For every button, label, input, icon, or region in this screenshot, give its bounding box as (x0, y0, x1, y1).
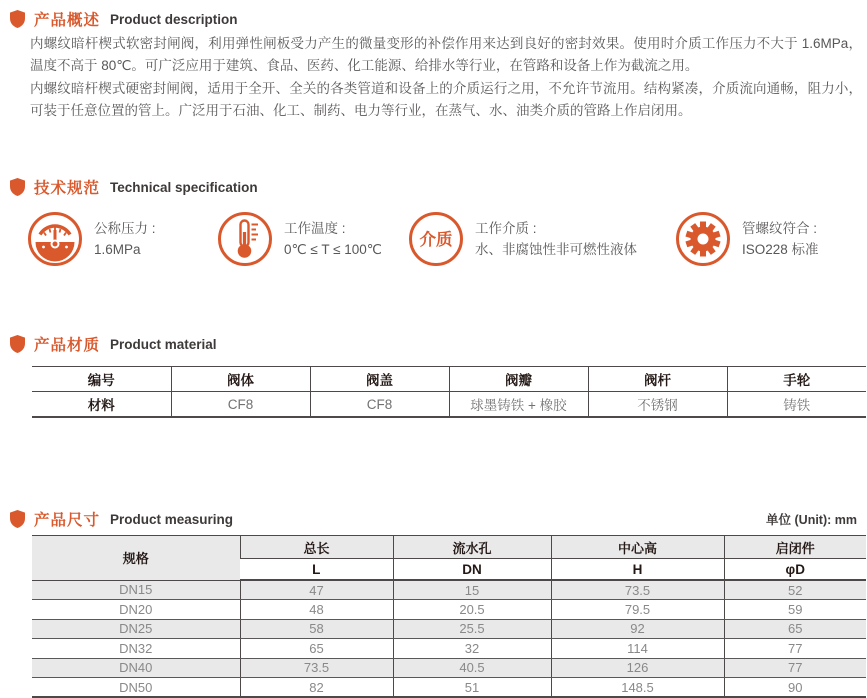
measuring-sub-header: DN (393, 559, 551, 581)
spec-cell: DN32 (32, 639, 240, 658)
measuring-title-cn: 产品尺寸 (34, 512, 101, 529)
measuring-sub-header: H (551, 559, 724, 581)
measuring-table (32, 535, 866, 698)
value-cell: 20.5 (393, 600, 551, 619)
material-header-cell: 阀杆 (588, 367, 727, 392)
value-cell: 77 (724, 639, 866, 658)
overview-body (30, 33, 862, 123)
measuring-group-header: 流水孔 (393, 536, 551, 559)
spec-label: 工作温度 : (284, 221, 346, 236)
overview-title-en: Product description (110, 11, 238, 27)
material-section-header (10, 333, 217, 355)
table-row (32, 619, 866, 638)
spec-value: 水、非腐蚀性非可燃性液体 (475, 242, 637, 257)
value-cell: 32 (393, 639, 551, 658)
spec-cell: DN50 (32, 677, 240, 697)
material-value-cell: 不锈钢 (588, 392, 727, 418)
value-cell: 65 (240, 639, 393, 658)
spec-item-pressure (27, 211, 217, 267)
spec-cell: DN40 (32, 658, 240, 677)
shield-icon (10, 510, 25, 528)
measuring-header-row-1 (32, 536, 866, 559)
shield-icon (10, 10, 25, 28)
spec-value: 1.6MPa (94, 242, 141, 257)
material-table (32, 366, 866, 418)
spec-section-header (10, 176, 258, 198)
value-cell: 79.5 (551, 600, 724, 619)
measuring-group-header: 中心高 (551, 536, 724, 559)
table-row (32, 639, 866, 658)
shield-icon (10, 178, 25, 196)
material-row-label: 材料 (32, 392, 171, 418)
material-header-cell: 阀瓣 (449, 367, 588, 392)
measuring-group-header: 启闭件 (724, 536, 866, 559)
unit-note: 单位 (Unit): mm (766, 513, 857, 527)
measuring-sub-header: L (240, 559, 393, 581)
overview-section-header (10, 8, 238, 30)
medium-badge-icon (408, 211, 464, 267)
value-cell: 25.5 (393, 619, 551, 638)
table-row (32, 600, 866, 619)
value-cell: 148.5 (551, 677, 724, 697)
spec-cell: DN25 (32, 619, 240, 638)
spec-cell: DN20 (32, 600, 240, 619)
spec-title-en: Technical specification (110, 179, 258, 195)
material-header-cell: 阀体 (171, 367, 310, 392)
value-cell: 59 (724, 600, 866, 619)
spec-text-medium (475, 218, 637, 260)
table-row (32, 658, 866, 677)
measuring-title-en: Product measuring (110, 511, 234, 527)
material-header-row (32, 367, 866, 392)
material-value-cell: CF8 (171, 392, 310, 418)
spec-value: ISO228 标准 (742, 242, 819, 257)
material-title-cn: 产品材质 (34, 337, 101, 354)
spec-row (0, 211, 867, 267)
measuring-spec-header: 规格 (32, 536, 240, 581)
overview-paragraph: 内螺纹暗杆楔式软密封闸阀，利用弹性闸板受力产生的微量变形的补偿作用来达到良好的密封效果。使用时介质工作压力不大于 1.6MPa，温度不高于 80℃。可广泛应用于建筑、食品、医药、化工能源、给排水等行业，在管路和设备上作为截流之用。 (30, 36, 862, 74)
material-header-cell: 编号 (32, 367, 171, 392)
overview-title-cn: 产品概述 (34, 12, 101, 29)
value-cell: 126 (551, 658, 724, 677)
spec-label: 管螺纹符合 : (742, 221, 818, 236)
value-cell: 114 (551, 639, 724, 658)
pipe-thread-gear-icon (675, 211, 731, 267)
spec-text-pressure (94, 218, 156, 260)
material-value-cell: CF8 (310, 392, 449, 418)
spec-label: 工作介质 : (475, 221, 537, 236)
measuring-group-header: 总长 (240, 536, 393, 559)
value-cell: 90 (724, 677, 866, 697)
measuring-sub-header: φD (724, 559, 866, 581)
table-row (32, 580, 866, 600)
value-cell: 51 (393, 677, 551, 697)
table-row (32, 677, 866, 697)
spec-label: 公称压力 : (94, 221, 156, 236)
spec-item-temperature (217, 211, 408, 267)
shield-icon (10, 335, 25, 353)
value-cell: 40.5 (393, 658, 551, 677)
value-cell: 92 (551, 619, 724, 638)
thermometer-icon (217, 211, 273, 267)
spec-title-cn: 技术规范 (34, 180, 101, 197)
material-header-cell: 阀盖 (310, 367, 449, 392)
measuring-section-header (10, 508, 857, 530)
spec-item-medium (408, 211, 675, 267)
value-cell: 48 (240, 600, 393, 619)
material-value-row (32, 392, 866, 418)
spec-cell: DN15 (32, 580, 240, 600)
spec-item-thread (675, 211, 867, 267)
material-value-cell: 球墨铸铁 + 橡胶 (449, 392, 588, 418)
value-cell: 15 (393, 580, 551, 600)
material-value-cell: 铸铁 (727, 392, 866, 418)
value-cell: 73.5 (551, 580, 724, 600)
pressure-gauge-icon (27, 211, 83, 267)
material-title-en: Product material (110, 336, 217, 352)
value-cell: 47 (240, 580, 393, 600)
value-cell: 52 (724, 580, 866, 600)
spec-text-temperature (284, 218, 382, 260)
spec-value: 0℃ ≤ T ≤ 100℃ (284, 242, 382, 257)
value-cell: 77 (724, 658, 866, 677)
value-cell: 58 (240, 619, 393, 638)
spec-text-thread (742, 218, 819, 260)
value-cell: 65 (724, 619, 866, 638)
material-header-cell: 手轮 (727, 367, 866, 392)
medium-badge-text: 介质 (419, 231, 453, 249)
value-cell: 82 (240, 677, 393, 697)
overview-paragraph: 内螺纹暗杆楔式硬密封闸阀，适用于全开、全关的各类管道和设备上的介质运行之用，不允许节流用。结构紧凑，介质流向通畅，阻力小，可装于任意位置的管上。广泛用于石油、化工、制药、电力等行业，在蒸气、水、油类介质的管路上作启闭用。 (30, 80, 862, 119)
value-cell: 73.5 (240, 658, 393, 677)
